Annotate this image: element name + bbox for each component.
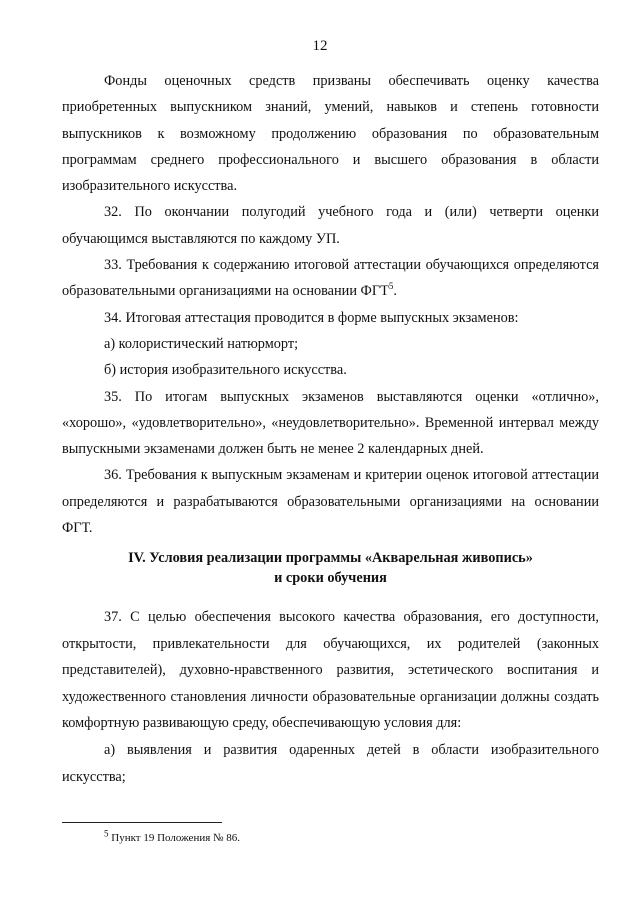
paragraph-33-text: 33. Требования к содержанию итоговой аттестации обучающихся определяются образовательными организациями на основании ФГТ xyxy=(62,257,599,300)
footnote-text: Пункт 19 Положения № 86. xyxy=(108,832,241,844)
footnote-reference: 5 xyxy=(388,281,394,292)
list-item-a: а) колористический натюрморт; xyxy=(104,335,299,352)
paragraph-37: 37. С целью обеспечения высокого качества образования, его доступности, открытости, привлекательности для обучающихся, их родителей (законных представителей), духовно-нравственного развития, эстетического воспитания и художественного становления личности образовательные организации должны создать комфортную развивающую среду, обеспечивающую условия для: xyxy=(62,609,599,732)
section-heading-line-1: IV. Условия реализации программы «Акварельная живопись» xyxy=(128,550,533,566)
document-body xyxy=(62,68,599,541)
list-item-37a: а) выявления и развития одаренных детей в области изобразительного искусства; xyxy=(62,741,599,785)
section-heading-line-2: и сроки обучения xyxy=(274,570,387,586)
section-heading xyxy=(62,548,599,588)
paragraph-funds: Фонды оценочных средств призваны обеспечивать оценку качества приобретенных выпускником знаний, умений, навыков и степень готовности выпускников к возможному продолжению образования по образовательным программам среднего профессионального и высшего образования в области изобразительного искусства. xyxy=(62,73,599,195)
paragraph-35: 35. По итогам выпускных экзаменов выставляются оценки «отлично», «хорошо», «удовлетворительно», «неудовлетворительно». Временной интервал между выпускными экзаменами должен быть не менее 2 календарных дней. xyxy=(62,388,599,458)
footnote-separator xyxy=(62,822,222,823)
paragraph-32: 32. По окончании полугодий учебного года и (или) четверти оценки обучающимся выставляются по каждому УП. xyxy=(62,204,599,247)
paragraph-34: 34. Итоговая аттестация проводится в форме выпускных экзаменов: xyxy=(104,309,519,326)
document-body-section-4 xyxy=(62,604,599,790)
page-number: 12 xyxy=(312,38,328,54)
list-item-b: б) история изобразительного искусства. xyxy=(104,362,347,379)
paragraph-33-period: . xyxy=(393,283,397,300)
footnote-mark: 5 xyxy=(104,828,109,839)
footnote xyxy=(104,828,241,844)
paragraph-33 xyxy=(62,252,599,305)
paragraph-36: 36. Требования к выпускным экзаменам и критерии оценок итоговой аттестации определяются и разрабатываются образовательными организациями на основании ФГТ. xyxy=(62,467,599,537)
